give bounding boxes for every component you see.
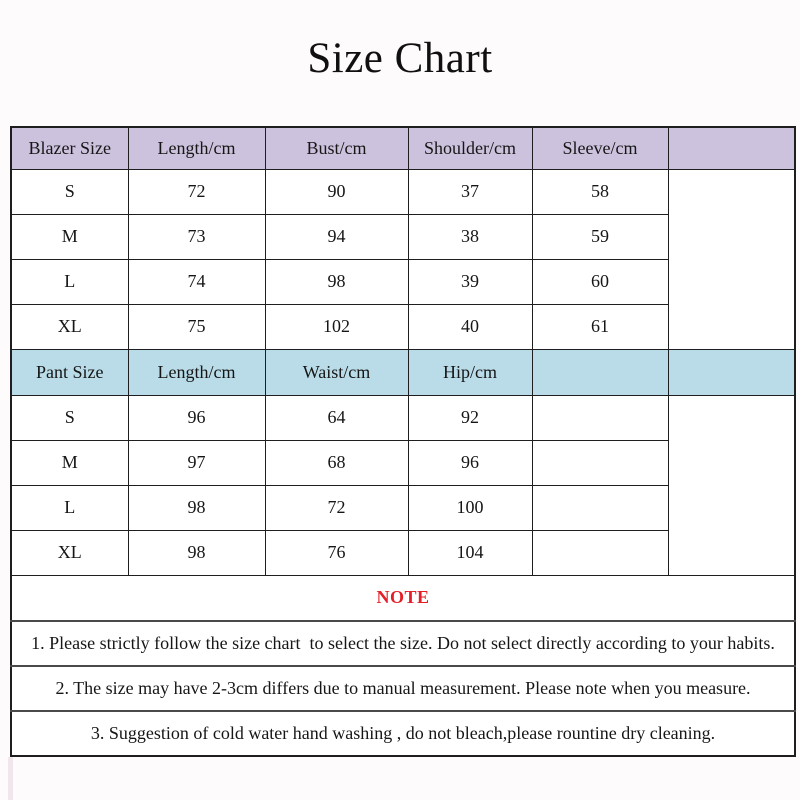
cell-hip: 92 [408, 395, 532, 440]
blazer-filler-cell [668, 169, 795, 349]
cell-bust: 102 [265, 304, 408, 349]
cell-empty [532, 485, 668, 530]
cell-empty [532, 395, 668, 440]
blazer-header-shoulder: Shoulder/cm [408, 127, 532, 169]
blazer-header-bust: Bust/cm [265, 127, 408, 169]
blazer-header-sleeve: Sleeve/cm [532, 127, 668, 169]
page-edge-artifact [8, 757, 13, 800]
cell-bust: 98 [265, 259, 408, 304]
cell-waist: 68 [265, 440, 408, 485]
pant-header-filler [668, 349, 795, 395]
blazer-row-s [11, 169, 795, 214]
cell-sleeve: 60 [532, 259, 668, 304]
size-chart-table [10, 126, 796, 757]
note-text-3: 3. Suggestion of cold water hand washing , do not bleach,please rountine dry cleaning. [11, 711, 795, 756]
pant-row-s [11, 395, 795, 440]
cell-waist: 64 [265, 395, 408, 440]
pant-header-waist: Waist/cm [265, 349, 408, 395]
note-title: NOTE [11, 575, 795, 621]
cell-waist: 76 [265, 530, 408, 575]
cell-hip: 96 [408, 440, 532, 485]
blazer-header-length: Length/cm [128, 127, 265, 169]
blazer-header-row [11, 127, 795, 169]
page-title: Size Chart [307, 35, 493, 82]
cell-sleeve: 61 [532, 304, 668, 349]
pant-header-length: Length/cm [128, 349, 265, 395]
cell-shoulder: 37 [408, 169, 532, 214]
cell-length: 98 [128, 485, 265, 530]
cell-size: S [11, 395, 128, 440]
cell-size: L [11, 485, 128, 530]
cell-waist: 72 [265, 485, 408, 530]
cell-shoulder: 38 [408, 214, 532, 259]
cell-sleeve: 59 [532, 214, 668, 259]
cell-size: L [11, 259, 128, 304]
pant-header-row [11, 349, 795, 395]
pant-filler-cell [668, 395, 795, 575]
cell-length: 75 [128, 304, 265, 349]
cell-shoulder: 40 [408, 304, 532, 349]
pant-header-hip: Hip/cm [408, 349, 532, 395]
note-text-2: 2. The size may have 2-3cm differs due to manual measurement. Please note when you measure. [11, 666, 795, 711]
blazer-header-size: Blazer Size [11, 127, 128, 169]
cell-length: 97 [128, 440, 265, 485]
cell-length: 72 [128, 169, 265, 214]
note-row-3 [11, 711, 795, 756]
cell-hip: 100 [408, 485, 532, 530]
note-text-1: 1. Please strictly follow the size chart to select the size. Do not select directly according to your habits. [11, 621, 795, 666]
cell-size: S [11, 169, 128, 214]
cell-empty [532, 440, 668, 485]
note-row-2 [11, 666, 795, 711]
cell-size: M [11, 440, 128, 485]
blazer-header-filler [668, 127, 795, 169]
cell-sleeve: 58 [532, 169, 668, 214]
cell-length: 96 [128, 395, 265, 440]
pant-header-size: Pant Size [11, 349, 128, 395]
cell-size: M [11, 214, 128, 259]
cell-bust: 94 [265, 214, 408, 259]
cell-bust: 90 [265, 169, 408, 214]
cell-empty [532, 530, 668, 575]
cell-shoulder: 39 [408, 259, 532, 304]
pant-header-empty [532, 349, 668, 395]
cell-size: XL [11, 530, 128, 575]
note-row-1 [11, 621, 795, 666]
cell-length: 73 [128, 214, 265, 259]
cell-length: 98 [128, 530, 265, 575]
cell-hip: 104 [408, 530, 532, 575]
note-title-row [11, 575, 795, 621]
cell-size: XL [11, 304, 128, 349]
cell-length: 74 [128, 259, 265, 304]
